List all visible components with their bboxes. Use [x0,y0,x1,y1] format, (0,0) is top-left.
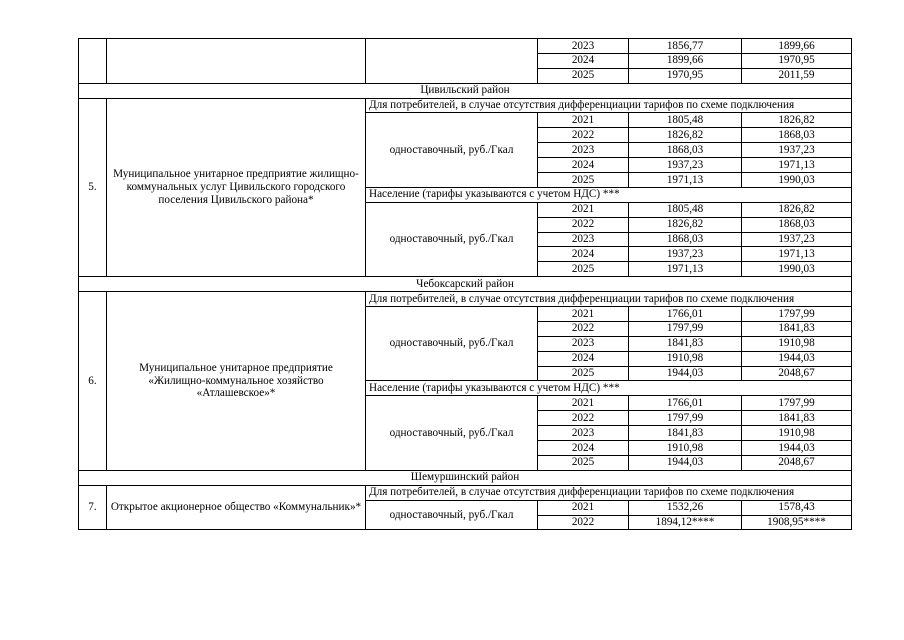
value-cell: 1910,98 [742,426,852,441]
value-cell: 2048,67 [742,366,852,381]
value-cell: 1841,83 [629,426,742,441]
tariff-type-cell [366,39,538,84]
section-number: 6. [79,292,107,471]
value-cell: 1797,99 [742,307,852,322]
value-cell: 1899,66 [629,53,742,68]
year-cell: 2023 [538,39,629,54]
section-number: 7. [79,485,107,530]
value-cell: 1971,13 [629,262,742,277]
year-cell: 2022 [538,515,629,530]
group-header-row [79,485,852,500]
year-cell: 2022 [538,217,629,232]
group-header: Для потребителей, в случае отсутствия дифференциации тарифов по схеме подключения [366,485,852,500]
value-cell: 2048,67 [742,455,852,470]
value-cell: 1937,23 [742,232,852,247]
tariff-type: одноставочный, руб./Гкал [366,113,538,187]
value-cell: 1910,98 [629,351,742,366]
year-cell: 2023 [538,143,629,158]
value-cell: 1910,98 [629,441,742,456]
year-cell: 2022 [538,411,629,426]
value-cell: 1990,03 [742,262,852,277]
value-cell: 1826,82 [629,128,742,143]
year-cell: 2023 [538,232,629,247]
value-cell: 1970,95 [629,68,742,83]
value-cell: 1532,26 [629,500,742,515]
district-row [79,83,852,98]
value-cell: 1797,99 [629,321,742,336]
value-cell: 1766,01 [629,307,742,322]
value-cell: 1971,13 [742,247,852,262]
value-cell: 1868,03 [629,232,742,247]
value-cell: 1944,03 [629,455,742,470]
value-cell: 1805,48 [629,113,742,128]
value-cell: 1841,83 [742,411,852,426]
number-cell [79,39,107,84]
district-title: Чебоксарский район [79,277,852,292]
year-cell: 2025 [538,68,629,83]
year-cell: 2024 [538,247,629,262]
tariff-type: одноставочный, руб./Гкал [366,307,538,381]
value-cell: 1971,13 [742,158,852,173]
group-header-row [79,292,852,307]
year-cell: 2024 [538,158,629,173]
district-row [79,277,852,292]
value-cell: 1970,95 [742,53,852,68]
value-cell: 1868,03 [742,128,852,143]
year-cell: 2022 [538,128,629,143]
value-cell: 1578,43 [742,500,852,515]
value-cell: 1944,03 [629,366,742,381]
group-header: Для потребителей, в случае отсутствия дифференциации тарифов по схеме подключения [366,98,852,113]
value-cell: 1868,03 [742,217,852,232]
value-cell: 1894,12**** [629,515,742,530]
year-cell: 2023 [538,336,629,351]
year-cell: 2024 [538,53,629,68]
value-cell: 1826,82 [742,202,852,217]
organization-name: Муниципальное унитарное предприятие жилищно-коммунальных услуг Цивильского городского поселения Цивильского района* [107,98,366,277]
value-cell: 1908,95**** [742,515,852,530]
value-cell: 1910,98 [742,336,852,351]
value-cell: 1797,99 [629,411,742,426]
value-cell: 1990,03 [742,173,852,188]
district-title: Цивильский район [79,83,852,98]
section-number: 5. [79,98,107,277]
value-cell: 1841,83 [742,321,852,336]
year-cell: 2023 [538,426,629,441]
value-cell: 2011,59 [742,68,852,83]
table-row [79,39,852,54]
tariff-type: одноставочный, руб./Гкал [366,202,538,276]
district-row [79,470,852,485]
organization-name: Открытое акционерное общество «Коммунальник»* [107,485,366,530]
year-cell: 2021 [538,500,629,515]
organization-cell [107,39,366,84]
group-header: Население (тарифы указываются с учетом НДС) *** [366,381,852,396]
value-cell: 1944,03 [742,441,852,456]
year-cell: 2021 [538,307,629,322]
value-cell: 1797,99 [742,396,852,411]
year-cell: 2021 [538,396,629,411]
value-cell: 1805,48 [629,202,742,217]
year-cell: 2021 [538,113,629,128]
organization-name: Муниципальное унитарное предприятие «Жилищно-коммунальное хозяйство «Атлашевское»* [107,292,366,471]
value-cell: 1937,23 [629,247,742,262]
tariff-type: одноставочный, руб./Гкал [366,396,538,470]
year-cell: 2024 [538,351,629,366]
district-title: Шемуршинский район [79,470,852,485]
year-cell: 2025 [538,262,629,277]
value-cell: 1826,82 [742,113,852,128]
value-cell: 1841,83 [629,336,742,351]
value-cell: 1899,66 [742,39,852,54]
year-cell: 2021 [538,202,629,217]
group-header: Население (тарифы указываются с учетом НДС) *** [366,187,852,202]
value-cell: 1937,23 [629,158,742,173]
value-cell: 1868,03 [629,143,742,158]
tariff-type: одноставочный, руб./Гкал [366,500,538,530]
year-cell: 2025 [538,366,629,381]
value-cell: 1766,01 [629,396,742,411]
value-cell: 1944,03 [742,351,852,366]
group-header-row [79,98,852,113]
value-cell: 1856,77 [629,39,742,54]
value-cell: 1937,23 [742,143,852,158]
tariff-table [78,38,852,530]
year-cell: 2024 [538,441,629,456]
value-cell: 1971,13 [629,173,742,188]
year-cell: 2025 [538,173,629,188]
value-cell: 1826,82 [629,217,742,232]
group-header: Для потребителей, в случае отсутствия дифференциации тарифов по схеме подключения [366,292,852,307]
year-cell: 2022 [538,321,629,336]
year-cell: 2025 [538,455,629,470]
tariff-table-body [79,39,852,530]
